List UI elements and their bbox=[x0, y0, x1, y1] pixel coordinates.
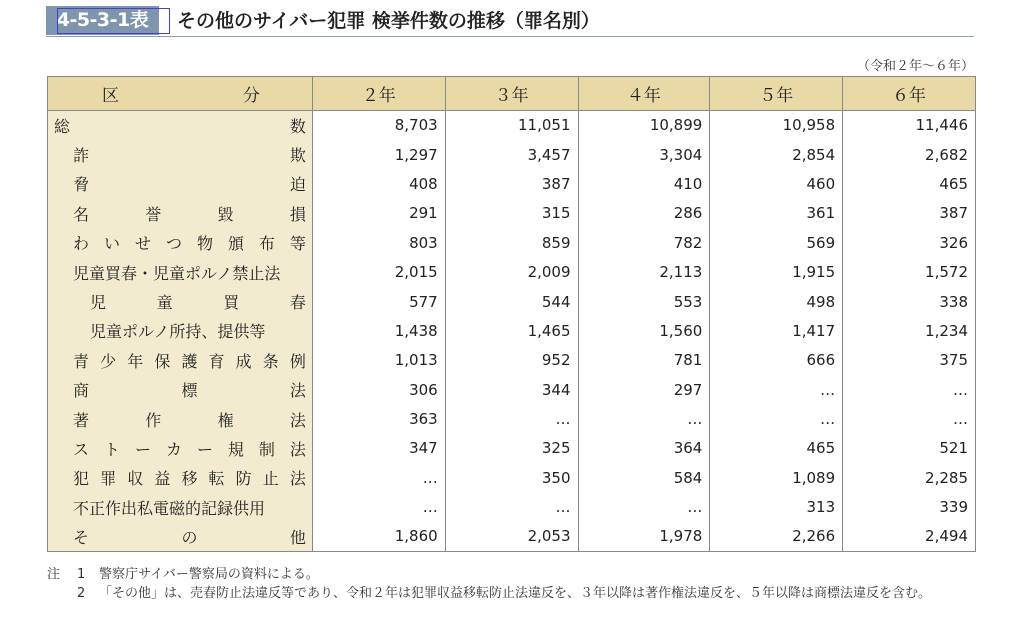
table-cell: 313 bbox=[710, 493, 843, 522]
table-row bbox=[48, 493, 976, 522]
table-cell: 375 bbox=[843, 346, 976, 375]
row-label bbox=[48, 434, 313, 463]
table-row bbox=[48, 434, 976, 463]
note-text: 警察庁サイバー警察局の資料による。 bbox=[99, 567, 319, 582]
table-cell: 544 bbox=[445, 287, 578, 316]
row-label-text: ー bbox=[196, 439, 213, 459]
row-label-text: 名 bbox=[73, 204, 90, 224]
table-cell: 387 bbox=[445, 169, 578, 198]
row-label-text: い bbox=[103, 234, 120, 254]
table-cell: 10,958 bbox=[710, 111, 843, 140]
table-cell: 859 bbox=[445, 228, 578, 257]
table-cell: 326 bbox=[843, 228, 976, 257]
table-cell: 465 bbox=[843, 169, 976, 198]
row-label-text: 少 bbox=[100, 351, 117, 371]
row-label-text: 保 bbox=[154, 351, 171, 371]
row-label bbox=[48, 111, 313, 140]
row-label-text: 等 bbox=[289, 234, 306, 254]
table-cell: 11,051 bbox=[445, 111, 578, 140]
column-header-ku: 区 bbox=[102, 86, 119, 106]
row-label bbox=[48, 169, 313, 198]
row-label-text: 誉 bbox=[145, 204, 162, 224]
row-label-text: ー bbox=[134, 439, 151, 459]
note-number: 1 bbox=[77, 567, 86, 582]
table-row bbox=[48, 228, 976, 257]
row-label-text: 商 bbox=[73, 381, 90, 401]
note-item bbox=[47, 584, 977, 603]
table-cell: 1,089 bbox=[710, 463, 843, 492]
row-label-text: 罪 bbox=[100, 469, 117, 489]
table-row bbox=[48, 316, 976, 345]
table-cell: 3,304 bbox=[578, 140, 710, 169]
table-cell: 1,438 bbox=[312, 316, 445, 345]
table-row bbox=[48, 404, 976, 433]
table-row bbox=[48, 287, 976, 316]
note-item bbox=[47, 565, 977, 584]
row-label-text: 収 bbox=[127, 469, 144, 489]
table-cell: 2,015 bbox=[312, 257, 445, 286]
row-label-text: 詐 bbox=[73, 146, 90, 166]
table-cell: 2,494 bbox=[843, 522, 976, 551]
row-label-text: 迫 bbox=[289, 175, 306, 195]
notes bbox=[47, 565, 977, 603]
table-cell: 2,285 bbox=[843, 463, 976, 492]
table-cell: 1,915 bbox=[710, 257, 843, 286]
table-row bbox=[48, 463, 976, 492]
table-cell: 408 bbox=[312, 169, 445, 198]
column-header-year: ２年 bbox=[312, 77, 445, 111]
table-cell: 569 bbox=[710, 228, 843, 257]
row-label-text: 育 bbox=[208, 351, 225, 371]
table-cell: … bbox=[843, 404, 976, 433]
table-cell: 338 bbox=[843, 287, 976, 316]
column-header-year: ６年 bbox=[843, 77, 976, 111]
row-label-text: ス bbox=[73, 439, 90, 459]
table-cell: 2,053 bbox=[445, 522, 578, 551]
table-id-badge: 4-5-3-1表 bbox=[46, 6, 159, 35]
table-cell: 410 bbox=[578, 169, 710, 198]
row-label-text: 法 bbox=[289, 381, 306, 401]
table-cell: 584 bbox=[578, 463, 710, 492]
row-label-text: 犯 bbox=[73, 469, 90, 489]
table-cell: 1,234 bbox=[843, 316, 976, 345]
row-label-text: 年 bbox=[127, 351, 144, 371]
table-cell: 1,465 bbox=[445, 316, 578, 345]
header-row bbox=[48, 77, 976, 111]
note-number: 2 bbox=[77, 586, 86, 601]
row-label-text: 法 bbox=[289, 469, 306, 489]
table-cell: 339 bbox=[843, 493, 976, 522]
table-cell: 291 bbox=[312, 199, 445, 228]
table-cell: 952 bbox=[445, 346, 578, 375]
table-row bbox=[48, 522, 976, 551]
table-cell: … bbox=[578, 493, 710, 522]
table-row bbox=[48, 375, 976, 404]
table-cell: … bbox=[312, 493, 445, 522]
row-label-text: 益 bbox=[154, 469, 171, 489]
row-label bbox=[48, 463, 313, 492]
table-cell: 2,266 bbox=[710, 522, 843, 551]
row-label-text: の bbox=[181, 527, 198, 547]
table-cell: 347 bbox=[312, 434, 445, 463]
row-label-text: 成 bbox=[235, 351, 252, 371]
data-table bbox=[47, 76, 976, 552]
table-cell: 1,560 bbox=[578, 316, 710, 345]
table-cell: 460 bbox=[710, 169, 843, 198]
row-label bbox=[48, 493, 313, 522]
note-mark: 注 bbox=[47, 567, 61, 582]
column-header-bun: 分 bbox=[242, 86, 260, 106]
row-label-text: 権 bbox=[217, 410, 234, 430]
table-row bbox=[48, 111, 976, 140]
row-label-text: 防 bbox=[235, 469, 252, 489]
row-label-text: 制 bbox=[258, 439, 275, 459]
table-cell: 2,682 bbox=[843, 140, 976, 169]
table-body bbox=[48, 111, 976, 552]
table-cell: 344 bbox=[445, 375, 578, 404]
table-cell: 306 bbox=[312, 375, 445, 404]
row-label-text: 脅 bbox=[73, 175, 90, 195]
row-label-text: 不正作出私電磁的記録供用 bbox=[73, 498, 266, 518]
row-label-text: 法 bbox=[289, 439, 306, 459]
row-label-text: 他 bbox=[289, 527, 306, 547]
table-cell: 363 bbox=[312, 404, 445, 433]
table-row bbox=[48, 199, 976, 228]
row-label-text: カ bbox=[165, 439, 182, 459]
table-cell: 553 bbox=[578, 287, 710, 316]
period-label: （令和２年～６年） bbox=[856, 59, 974, 74]
table-cell: 1,978 bbox=[578, 522, 710, 551]
table-cell: … bbox=[445, 493, 578, 522]
row-label bbox=[48, 199, 313, 228]
row-label-text: 移 bbox=[181, 469, 198, 489]
table-cell: 2,113 bbox=[578, 257, 710, 286]
row-label-text: 児童買春・児童ポルノ禁止法 bbox=[73, 263, 281, 283]
row-label bbox=[48, 375, 313, 404]
row-label bbox=[48, 287, 313, 316]
table-cell: 465 bbox=[710, 434, 843, 463]
row-label-text: 童 bbox=[156, 293, 173, 313]
row-label-text: 作 bbox=[145, 410, 162, 430]
table-title: その他のサイバー犯罪 検挙件数の推移（罪名別） bbox=[177, 10, 600, 32]
table-cell: 781 bbox=[578, 346, 710, 375]
table-cell: 297 bbox=[578, 375, 710, 404]
row-label bbox=[48, 346, 313, 375]
row-label-text: 例 bbox=[289, 351, 306, 371]
table-cell: 8,703 bbox=[312, 111, 445, 140]
row-label-text: そ bbox=[73, 527, 90, 547]
row-label-text: 法 bbox=[289, 410, 306, 430]
row-label-text: 春 bbox=[289, 293, 306, 313]
row-label-text: 数 bbox=[289, 116, 306, 136]
row-label-text: 規 bbox=[227, 439, 244, 459]
row-label-text: 総 bbox=[54, 116, 71, 136]
row-label-text: 標 bbox=[181, 381, 198, 401]
table-cell: 1,572 bbox=[843, 257, 976, 286]
selection-box bbox=[57, 8, 170, 34]
table-cell: … bbox=[710, 404, 843, 433]
table-cell: … bbox=[445, 404, 578, 433]
table-cell: 577 bbox=[312, 287, 445, 316]
row-label-text: つ bbox=[165, 234, 182, 254]
table-cell: 803 bbox=[312, 228, 445, 257]
table-cell: 364 bbox=[578, 434, 710, 463]
row-label bbox=[48, 316, 313, 345]
row-label-text: ト bbox=[103, 439, 120, 459]
table-cell: 498 bbox=[710, 287, 843, 316]
row-label-text: 転 bbox=[208, 469, 225, 489]
table-cell: 666 bbox=[710, 346, 843, 375]
table-cell: 521 bbox=[843, 434, 976, 463]
table-row bbox=[48, 346, 976, 375]
table-cell: 325 bbox=[445, 434, 578, 463]
table-cell: 286 bbox=[578, 199, 710, 228]
table-row bbox=[48, 169, 976, 198]
table-cell: 1,860 bbox=[312, 522, 445, 551]
row-label-text: 条 bbox=[262, 351, 279, 371]
table-row bbox=[48, 140, 976, 169]
table-cell: 2,854 bbox=[710, 140, 843, 169]
table-cell: 2,009 bbox=[445, 257, 578, 286]
table-cell: … bbox=[578, 404, 710, 433]
row-label bbox=[48, 404, 313, 433]
row-label-text: 護 bbox=[181, 351, 198, 371]
table-cell: 10,899 bbox=[578, 111, 710, 140]
table-row bbox=[48, 257, 976, 286]
table-cell: … bbox=[312, 463, 445, 492]
table-cell: 361 bbox=[710, 199, 843, 228]
row-label-text: 毀 bbox=[217, 204, 234, 224]
table-cell: … bbox=[710, 375, 843, 404]
column-header-category bbox=[48, 77, 313, 111]
row-label-text: わ bbox=[73, 234, 90, 254]
column-header-year: ５年 bbox=[710, 77, 843, 111]
row-label-text: 布 bbox=[258, 234, 275, 254]
row-label-text: 止 bbox=[262, 469, 279, 489]
row-label bbox=[48, 257, 313, 286]
row-label-text: 欺 bbox=[289, 146, 306, 166]
table-cell: 1,297 bbox=[312, 140, 445, 169]
row-label bbox=[48, 140, 313, 169]
table-cell: … bbox=[843, 375, 976, 404]
table-cell: 3,457 bbox=[445, 140, 578, 169]
row-label-text: 買 bbox=[223, 293, 240, 313]
row-label-text: 児 bbox=[90, 293, 107, 313]
table-cell: 350 bbox=[445, 463, 578, 492]
row-label-text: 著 bbox=[73, 410, 90, 430]
table-cell: 11,446 bbox=[843, 111, 976, 140]
row-label-text: 青 bbox=[73, 351, 90, 371]
column-header-year: ４年 bbox=[578, 77, 710, 111]
row-label bbox=[48, 522, 313, 551]
table-cell: 1,013 bbox=[312, 346, 445, 375]
row-label-text: 損 bbox=[289, 204, 306, 224]
row-label-text: 児童ポルノ所持、提供等 bbox=[90, 322, 266, 342]
column-header-year: ３年 bbox=[445, 77, 578, 111]
table-cell: 315 bbox=[445, 199, 578, 228]
table-cell: 387 bbox=[843, 199, 976, 228]
table-cell: 782 bbox=[578, 228, 710, 257]
note-text: 「その他」は、売春防止法違反等であり、令和２年は犯罪収益移転防止法違反を、３年以降は著作権法違反を、５年以降は商標法違反を含む。 bbox=[99, 586, 932, 601]
row-label-text: せ bbox=[134, 234, 151, 254]
row-label-text: 頒 bbox=[227, 234, 244, 254]
title-bar bbox=[46, 6, 974, 37]
table-cell: 1,417 bbox=[710, 316, 843, 345]
row-label bbox=[48, 228, 313, 257]
row-label-text: 物 bbox=[196, 234, 213, 254]
